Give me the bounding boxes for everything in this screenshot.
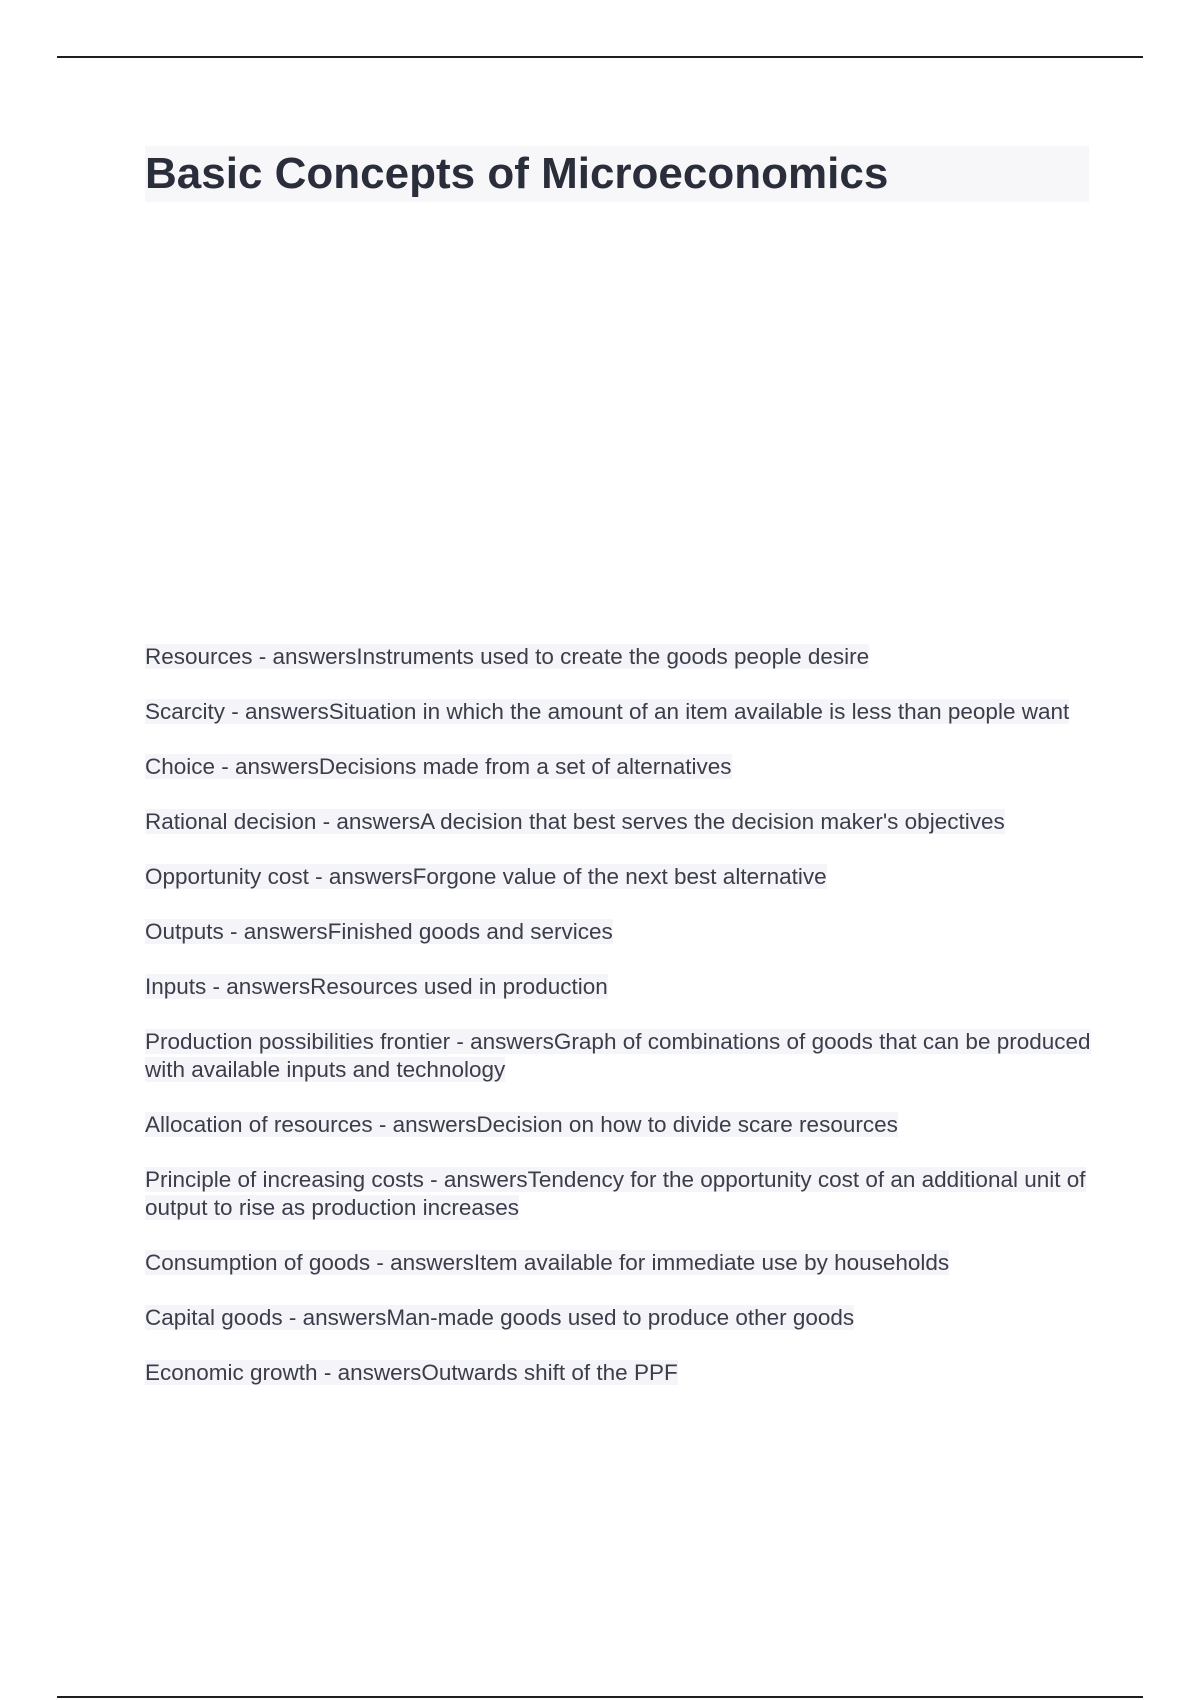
entry-text: Allocation of resources - answersDecision on how to divide scare resources [145, 1112, 898, 1137]
entry-text: Opportunity cost - answersForgone value of the next best alternative [145, 864, 827, 889]
list-item [145, 643, 1095, 671]
entry-text: Resources - answersInstruments used to create the goods people desire [145, 644, 870, 669]
top-rule [57, 56, 1143, 58]
list-item [145, 863, 1095, 891]
list-item [145, 1028, 1095, 1084]
list-item [145, 1249, 1095, 1277]
entry-text: Choice - answersDecisions made from a set of alternatives [145, 754, 732, 779]
entry-text: Rational decision - answersA decision that best serves the decision maker's objectives [145, 809, 1005, 834]
list-item [145, 1359, 1095, 1387]
entry-text: Production possibilities frontier - answersGraph of combinations of goods that can be produced with available inputs and technology [145, 1029, 1091, 1082]
list-item [145, 1304, 1095, 1332]
entry-text: Scarcity - answersSituation in which the amount of an item available is less than people want [145, 699, 1070, 724]
title-block [145, 146, 1089, 202]
list-item [145, 753, 1095, 781]
entry-text: Inputs - answersResources used in production [145, 974, 608, 999]
list-item [145, 973, 1095, 1001]
list-item [145, 1111, 1095, 1139]
list-item [145, 808, 1095, 836]
bottom-rule [57, 1696, 1143, 1698]
page-title: Basic Concepts of Microeconomics [145, 149, 889, 198]
entry-text: Outputs - answersFinished goods and services [145, 919, 613, 944]
list-item [145, 918, 1095, 946]
entry-text: Principle of increasing costs - answersTendency for the opportunity cost of an additional unit of output to rise as production increases [145, 1167, 1086, 1220]
entry-text: Capital goods - answersMan-made goods used to produce other goods [145, 1305, 855, 1330]
entry-list [145, 643, 1095, 1414]
list-item [145, 698, 1095, 726]
list-item [145, 1166, 1095, 1222]
entry-text: Consumption of goods - answersItem available for immediate use by households [145, 1250, 950, 1275]
entry-text: Economic growth - answersOutwards shift of the PPF [145, 1360, 678, 1385]
